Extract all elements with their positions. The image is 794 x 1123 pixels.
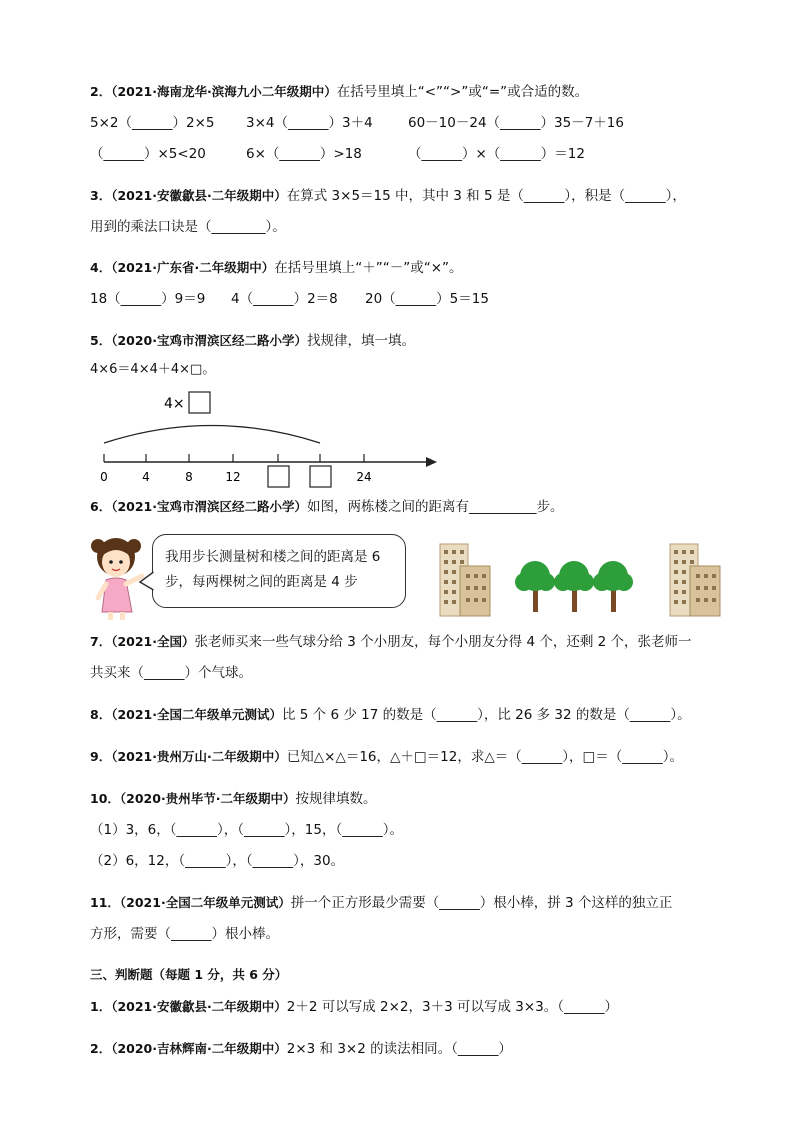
q3-text-1: 在算式 3×5＝15 中，其中 3 和 5 是（______），积是（______），	[286, 188, 686, 204]
j2-source: （2020·吉林辉南·二年级期中）	[111, 1041, 287, 1056]
q9-source: （2021·贵州万山·二年级期中）	[111, 749, 287, 764]
q6-stem: 如图，两栋楼之间的距离有__________步。	[307, 499, 564, 515]
q8-text: 比 5 个 6 少 17 的数是（______），比 26 多 32 的数是（______）。	[282, 707, 691, 723]
q7-line-2: 共买来（______）个气球。	[90, 665, 252, 681]
speech-bubble	[152, 534, 406, 608]
q5-ticks	[104, 454, 364, 462]
q2-source: （2021·海南龙华·滨海九小二年级期中）	[111, 84, 337, 99]
q8-source: （2021·全国二年级单元测试）	[111, 707, 282, 722]
q5-arc	[104, 426, 320, 444]
j2-line	[90, 1039, 512, 1059]
q5-stem: 找规律，填一填。	[307, 333, 415, 349]
building-left	[440, 544, 490, 616]
q7-source: （2021·全国）	[111, 634, 195, 649]
q4-item-3: 20（______）5＝15	[365, 291, 489, 307]
tree-2	[554, 561, 594, 612]
q11-number: 11．	[90, 895, 120, 910]
q4-item-2: 4（______）2＝8	[231, 291, 338, 307]
q2-stem: 在括号里填上“<”“>”或“=”或合适的数。	[336, 84, 589, 100]
q2-stem-line	[90, 82, 588, 102]
q5-tick-24: 24	[356, 470, 372, 484]
q7-text-1: 张老师买来一些气球分给 3 个小朋友，每个小朋友分得 4 个，还剩 2 个，张老师一	[194, 634, 692, 650]
buildings-trees-illustration	[430, 538, 730, 620]
q2-number: 2．	[90, 84, 112, 99]
q10-stem-line	[90, 789, 376, 809]
q5-stem-line	[90, 331, 415, 351]
q4-source: （2021·广东省·二年级期中）	[111, 260, 275, 275]
q3-source: （2021·安徽歙县·二年级期中）	[111, 188, 287, 203]
q11-line-1	[90, 893, 672, 913]
section-3-title: 三、判断题（每题 1 分，共 6 分）	[90, 967, 288, 982]
q2-item-2: 3×4（______）3＋4	[246, 115, 373, 131]
q11-line-2: 方形，需要（______）根小棒。	[90, 926, 279, 942]
q8-number: 8．	[90, 707, 112, 722]
q3-line-1	[90, 186, 686, 206]
j1-number: 1．	[90, 999, 112, 1014]
q10-sub-1: （1）3，6，（______），（______），15，（______）。	[90, 822, 403, 838]
building-right	[670, 544, 720, 616]
q5-source: （2020·宝鸡市渭滨区经二路小学）	[111, 333, 307, 348]
q9-number: 9．	[90, 749, 112, 764]
tree-1	[515, 561, 555, 612]
q7-number: 7．	[90, 634, 112, 649]
q2-item-5: 6×（______）>18	[246, 146, 362, 162]
q4-item-1: 18（______）9＝9	[90, 291, 206, 307]
q2-item-4: （______）×5<20	[90, 146, 206, 162]
q9-line	[90, 747, 683, 767]
q7-line-1	[90, 632, 692, 652]
q2-item-6: （______）×（______）＝12	[408, 146, 585, 162]
speech-bubble-tail	[138, 570, 156, 594]
q5-number: 5．	[90, 333, 112, 348]
q4-stem-line	[90, 258, 463, 278]
q5-number-line-figure	[0, 380, 794, 490]
q5-answer-box-1[interactable]	[268, 466, 289, 487]
q6-number: 6．	[90, 499, 112, 514]
q10-source: （2020·贵州毕节·二年级期中）	[119, 791, 296, 806]
q5-tick-0: 0	[100, 470, 108, 484]
tree-3	[593, 561, 633, 612]
q2-item-1: 5×2（______）2×5	[90, 115, 215, 131]
j2-number: 2．	[90, 1041, 112, 1056]
q10-stem: 按规律填数。	[295, 791, 377, 807]
q5-arc-label: 4×	[164, 396, 185, 412]
j1-line	[90, 997, 618, 1017]
j1-source: （2021·安徽歙县·二年级期中）	[111, 999, 287, 1014]
q5-tick-8: 8	[185, 470, 193, 484]
q5-answer-box-2[interactable]	[310, 466, 331, 487]
speech-bubble-text: 我用步长测量树和楼之间的距离是 6 步，每两棵树之间的距离是 4 步	[165, 549, 381, 590]
q3-number: 3．	[90, 188, 112, 203]
q8-line	[90, 705, 691, 725]
q5-formula: 4×6＝4×4＋4×□。	[90, 362, 216, 377]
q5-axis-arrow	[426, 457, 437, 467]
q11-text-1: 拼一个正方形最少需要（______）根小棒，拼 3 个这样的独立正	[290, 895, 673, 911]
q5-tick-12: 12	[225, 470, 241, 484]
q10-sub-2: （2）6，12，（______），（______），30。	[90, 853, 345, 869]
q2-item-3: 60－10－24（______）35－7＋16	[408, 115, 624, 131]
q10-number: 10．	[90, 791, 120, 806]
q9-text: 已知△×△＝16，△＋□＝12，求△＝（______），□＝（______）。	[286, 749, 683, 765]
q4-number: 4．	[90, 260, 112, 275]
q6-stem-line	[90, 497, 564, 517]
q5-answer-box-top[interactable]	[189, 392, 210, 413]
j1-text: 2＋2 可以写成 2×2，3＋3 可以写成 3×3。（______）	[286, 999, 619, 1015]
q5-tick-4: 4	[142, 470, 150, 484]
q11-source: （2021·全国二年级单元测试）	[119, 895, 291, 910]
q6-source: （2021·宝鸡市渭滨区经二路小学）	[111, 499, 307, 514]
q3-line-2: 用到的乘法口诀是（________）。	[90, 219, 286, 235]
j2-text: 2×3 和 3×2 的读法相同。（______）	[286, 1041, 512, 1057]
q4-stem: 在括号里填上“＋”“－”或“×”。	[274, 260, 463, 276]
